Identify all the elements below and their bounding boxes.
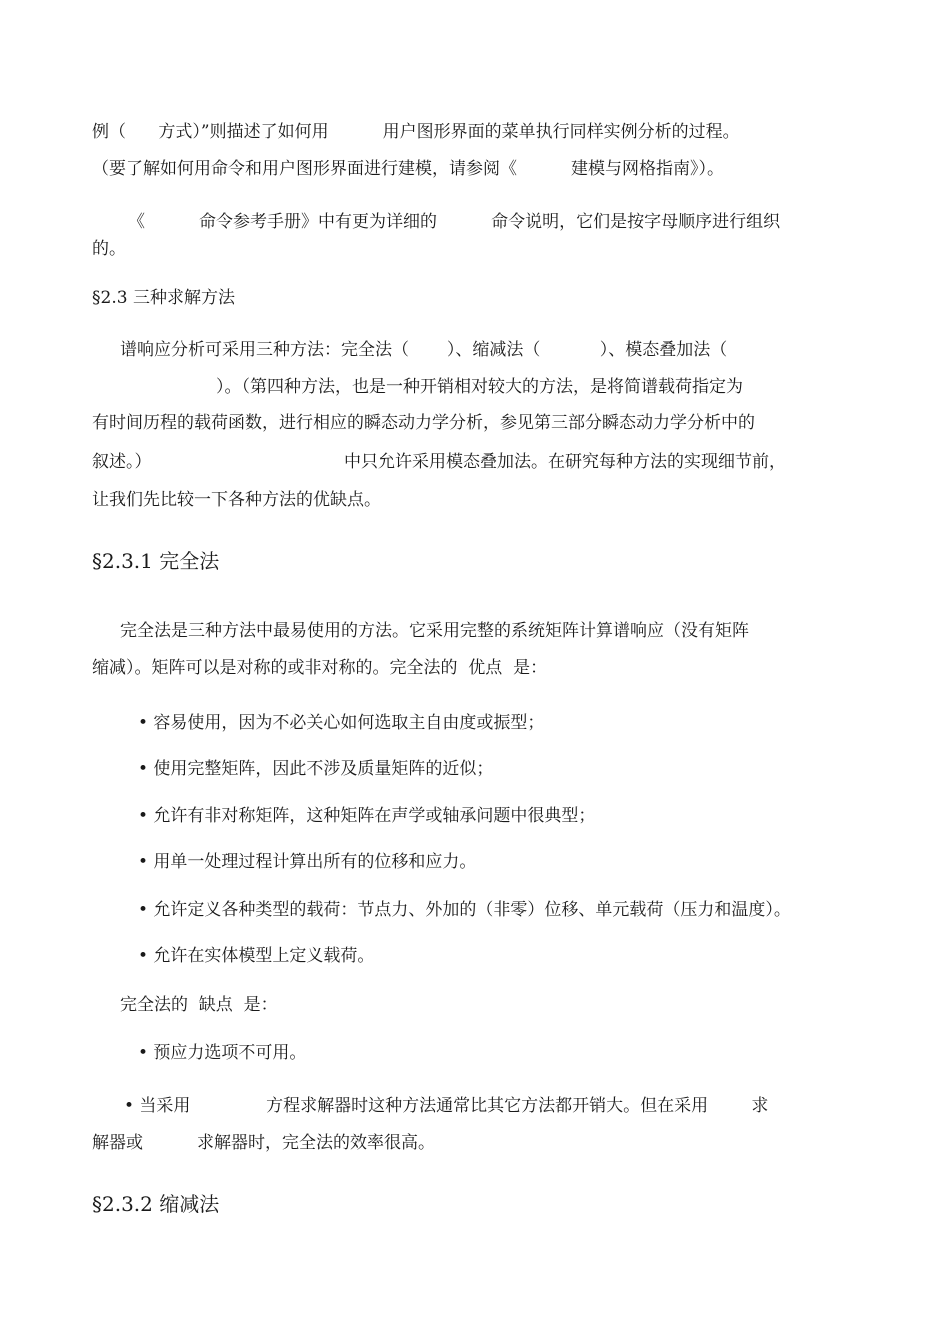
intro-line-2: （要了解如何用命令和用户图形界面进行建模，请参阅《 建模与网格指南》）。	[92, 159, 725, 179]
intro-line-1: 例（ 方式）”则描述了如何用 用户图形界面的菜单执行同样实例分析的过程。	[92, 122, 740, 142]
para-2-3-1-line-2: 缩减）。矩阵可以是对称的或非对称的。完全法的 优点 是：	[92, 658, 548, 678]
disadvantages-label: 完全法的 缺点 是：	[120, 995, 278, 1015]
disadvantage-item: • 预应力选项不可用。	[138, 1043, 307, 1063]
heading-2-3-1: §2.3.1 完全法	[92, 549, 220, 573]
ref-line-2: 的。	[92, 239, 126, 259]
advantage-item: • 容易使用，因为不必关心如何选取主自由度或振型；	[138, 713, 545, 733]
advantage-item: • 允许定义各种类型的载荷：节点力、外加的（非零）位移、单元载荷（压力和温度）。	[138, 900, 791, 920]
para-2-3-line-4a: 叙述。）	[92, 452, 152, 472]
ref-line-1: 《 命令参考手册》中有更为详细的 命令说明，它们是按字母顺序进行组织	[128, 212, 781, 232]
para-2-3-line-2: ）。（第四种方法，也是一种开销相对较大的方法，是将简谱载荷指定为	[216, 377, 743, 397]
disadvantage-item-continued: 解器或 求解器时，完全法的效率很高。	[92, 1133, 436, 1153]
advantage-item: • 使用完整矩阵，因此不涉及质量矩阵的近似；	[138, 759, 494, 779]
para-2-3-line-3: 有时间历程的载荷函数，进行相应的瞬态动力学分析，参见第三部分瞬态动力学分析中的	[92, 413, 755, 433]
para-2-3-line-1: 谱响应分析可采用三种方法：完全法（ ）、缩减法（ ）、模态叠加法（	[120, 340, 728, 360]
heading-2-3: §2.3 三种求解方法	[92, 288, 235, 308]
para-2-3-line-5: 让我们先比较一下各种方法的优缺点。	[92, 490, 381, 510]
advantage-item: • 用单一处理过程计算出所有的位移和应力。	[138, 852, 477, 872]
heading-2-3-2: §2.3.2 缩减法	[92, 1192, 220, 1216]
advantage-item: • 允许在实体模型上定义载荷。	[138, 946, 375, 966]
para-2-3-line-4b: 中只允许采用模态叠加法。在研究每种方法的实现细节前，	[344, 452, 786, 472]
para-2-3-1-line-1: 完全法是三种方法中最易使用的方法。它采用完整的系统矩阵计算谱响应（没有矩阵	[120, 621, 749, 641]
disadvantage-item: • 当采用 方程求解器时这种方法通常比其它方法都开销大。但在采用 求	[124, 1096, 769, 1116]
advantage-item: • 允许有非对称矩阵，这种矩阵在声学或轴承问题中很典型；	[138, 806, 596, 826]
